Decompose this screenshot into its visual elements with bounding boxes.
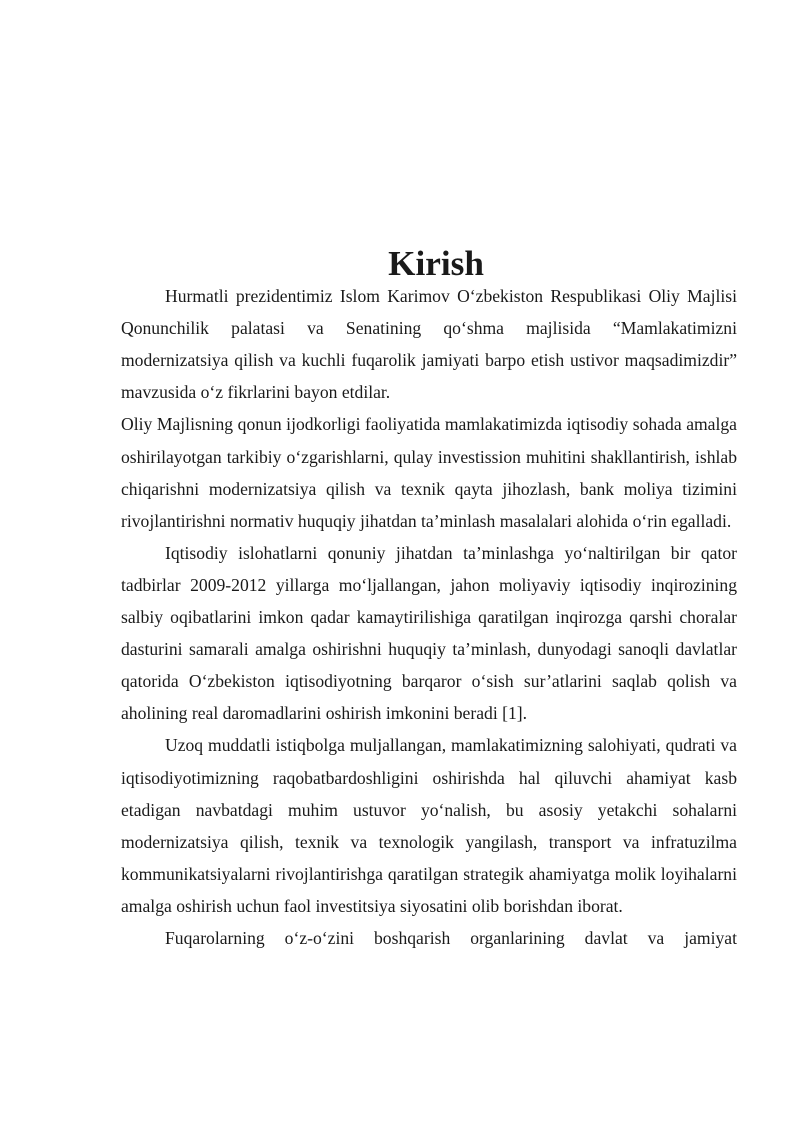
paragraph-3: Iqtisodiy islohatlarni qonuniy jihatdan ta’minlashga yo‘naltirilgan bir qator tadbirlar 2009-2012 yillarga mo‘ljallangan, jahon moliyaviy iqtisodiy inqirozining salbiy oqibatlarini imkon qadar kamaytirilishiga qaratilgan inqirozga qarshi choralar dasturini samarali amalga oshirishni huquqiy ta’minlash, dunyodagi sanoqli davlatlar qatorida O‘zbekiston iqtisodiyotning barqaror o‘sish sur’atlarini saqlab qolish va aholining real daromadlarini oshirish imkonini beradi [1]. xyxy=(121,542,737,724)
paragraph-5: Fuqarolarning o‘z-o‘zini boshqarish organlarining davlat va jamiyat xyxy=(165,927,737,948)
document-body xyxy=(121,244,737,954)
paragraph-4: Uzoq muddatli istiqbolga muljallangan, mamlakatimizning salohiyati, qudrati va iqtisodiyotimizning raqobatbardoshligini oshirishda hal qiluvchi ahamiyat kasb etadigan navbatdagi muhim ustuvor yo‘nalish, bu asosiy yetakchi sohalarni modernizatsiya qilish, texnik va texnologik yangilash, transport va infratuzilma kommunikatsiyalarni rivojlantirishga qaratilgan strategik ahamiyatga molik loyihalarni amalga oshirish uchun faol investitsiya siyosatini olib borishdan iborat. xyxy=(121,735,737,916)
section-title: Kirish xyxy=(388,244,484,283)
paragraph-2: Oliy Majlisning qonun ijodkorligi faoliyatida mamlakatimizda iqtisodiy sohada amalga oshirilayotgan tarkibiy o‘zgarishlarni, qulay investission muhitini shakllantirish, ishlab chiqarishni modernizatsiya qilish va texnik qayta jihozlash, bank moliya tizimini rivojlantirishni normativ huquqiy jihatdan ta’minlash masalalari alohida o‘rin egalladi. xyxy=(121,414,737,531)
paragraph-1: Hurmatli prezidentimiz Islom Karimov O‘zbekiston Respublikasi Oliy Majlisi Qonunchilik palatasi va Senatining qo‘shma majlisida “Mamlakatimizni modernizatsiya qilish va kuchli fuqarolik jamiyati barpo etish ustivor maqsadimizdir” mavzusida o‘z fikrlarini bayon etdilar. xyxy=(121,286,737,403)
